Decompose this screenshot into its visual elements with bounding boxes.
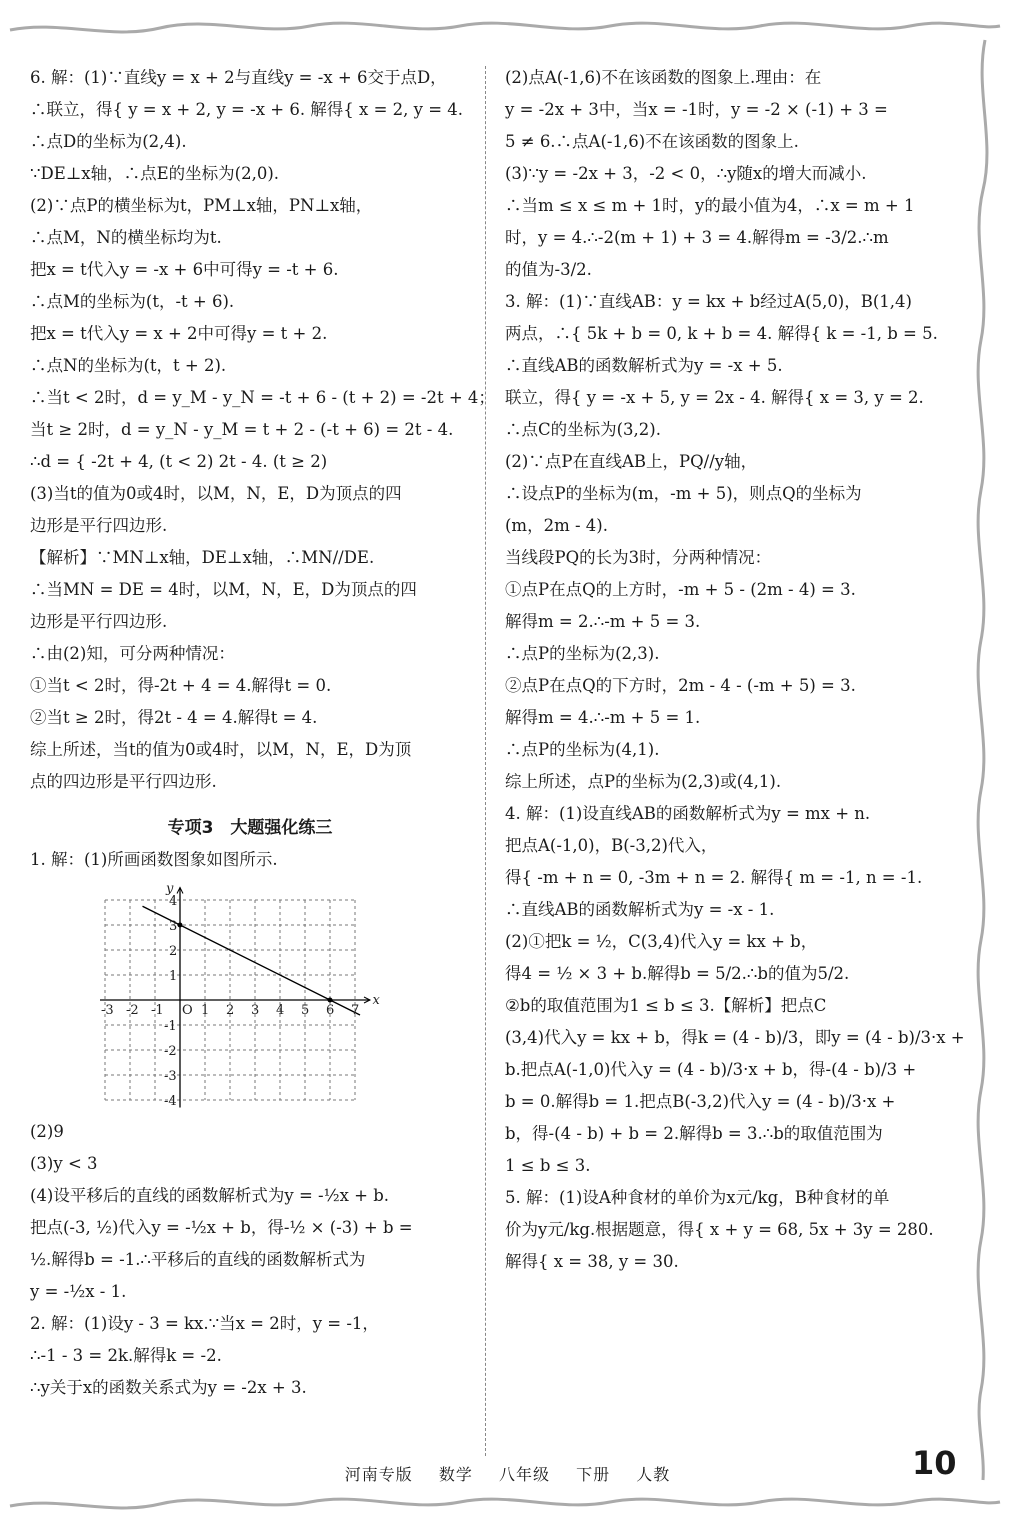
- left-column: [30, 62, 495, 1404]
- text-line: (2)点A(-1,6)不在该函数的图象上.理由：在: [505, 68, 822, 87]
- footer-volume: 下册: [576, 1465, 611, 1484]
- text-line: (3,4)代入y = kx + b，得k = (4 - b)/3，即y = (4 - b)/3·x +: [505, 1028, 965, 1047]
- text-line: ∴当m ≤ x ≤ m + 1时，y的最小值为4，∴x = m + 1: [505, 196, 915, 215]
- text-line: ①当t < 2时，得-2t + 4 = 4.解得t = 0.: [30, 676, 332, 695]
- y-tick-label: -3: [164, 1069, 177, 1084]
- y-intercept-point: [178, 923, 183, 928]
- text-line: 把点A(-1,0)，B(-3,2)代入，: [505, 836, 718, 855]
- y-tick-label: -1: [164, 1019, 177, 1034]
- text-line: 边形是平行四边形.: [30, 612, 168, 631]
- x-tick-label: 1: [201, 1003, 210, 1018]
- text-line: (3)y < 3: [30, 1154, 98, 1173]
- text-line: ∴联立，得{ y = x + 2, y = -x + 6. 解得{ x = 2, y = 4.: [30, 100, 464, 119]
- text-line: 3. 解：(1)∵直线AB：y = kx + b经过A(5,0)，B(1,4): [505, 292, 912, 311]
- footer-publisher: 人教: [636, 1465, 671, 1484]
- text-line: 边形是平行四边形.: [30, 516, 168, 535]
- x-tick-label: 5: [301, 1003, 310, 1018]
- footer: [0, 1462, 1015, 1485]
- text-line: (2)9: [30, 1122, 64, 1141]
- text-line: 2. 解：(1)设y - 3 = kx.∵当x = 2时，y = -1，: [30, 1314, 379, 1333]
- text-line: ∴点M的坐标为(t，-t + 6).: [30, 292, 235, 311]
- text-line: ∴点M，N的横坐标均为t.: [30, 228, 222, 247]
- text-line: 当t ≥ 2时，d = y_N - y_M = t + 2 - (-t + 6) = 2t - 4.: [30, 420, 454, 439]
- text-line: ∴点N的坐标为(t，t + 2).: [30, 356, 227, 375]
- text-line: ½.解得b = -1.∴平移后的直线的函数解析式为: [30, 1250, 366, 1269]
- text-line: 6. 解：(1)∵直线y = x + 2与直线y = -x + 6交于点D，: [30, 68, 447, 87]
- text-line: 综上所述，点P的坐标为(2,3)或(4,1).: [505, 772, 782, 791]
- text-line: (2)∵点P在直线AB上，PQ//y轴，: [505, 452, 758, 471]
- footer-grade: 八年级: [498, 1465, 550, 1484]
- text-line: (2)∵点P的横坐标为t，PM⊥x轴，PN⊥x轴，: [30, 196, 373, 215]
- y-tick-label: -2: [164, 1044, 177, 1059]
- text-line: 【解析】∵MN⊥x轴，DE⊥x轴，∴MN//DE.: [30, 548, 375, 567]
- y-tick-label: -4: [164, 1094, 177, 1109]
- function-graph: [100, 882, 400, 1112]
- text-line: ∴直线AB的函数解析式为y = -x + 5.: [505, 356, 783, 375]
- q1-solution-lines: [30, 1116, 470, 1308]
- x-axis-label: x: [372, 993, 380, 1008]
- text-line: ∴点P的坐标为(4,1).: [505, 740, 660, 759]
- x-tick-label: 7: [351, 1003, 360, 1018]
- q2-solution-lines: [30, 1308, 470, 1404]
- text-line: ∴由(2)知，可分两种情况：: [30, 644, 235, 663]
- text-line: ∴d = { -2t + 4, (t < 2) 2t - 4. (t ≥ 2): [30, 452, 328, 471]
- x-tick-label: O: [182, 1003, 193, 1018]
- text-line: 当线段PQ的长为3时，分两种情况：: [505, 548, 772, 567]
- footer-subject: 数学: [438, 1465, 473, 1484]
- text-line: ①点P在点Q的上方时，-m + 5 - (2m - 4) = 3.: [505, 580, 856, 599]
- text-line: y = -2x + 3中，当x = -1时，y = -2 × (-1) + 3 =: [505, 100, 888, 119]
- text-line: (m，2m - 4).: [505, 516, 608, 535]
- text-line: ∴当MN = DE = 4时，以M，N，E，D为顶点的四: [30, 580, 417, 599]
- text-line: 点的四边形是平行四边形.: [30, 772, 217, 791]
- text-line: ②b的取值范围为1 ≤ b ≤ 3.【解析】把点C: [505, 996, 827, 1015]
- text-line: 的值为-3/2.: [505, 260, 592, 279]
- text-line: (4)设平移后的直线的函数解析式为y = -½x + b.: [30, 1186, 390, 1205]
- footer-edition: 河南专版: [344, 1465, 413, 1484]
- text-line: 解得{ x = 38, y = 30.: [505, 1252, 679, 1271]
- text-line: ②点P在点Q的下方时，2m - 4 - (-m + 5) = 3.: [505, 676, 856, 695]
- y-axis-label: y: [166, 882, 174, 897]
- y-tick-label: 2: [169, 944, 178, 959]
- text-line: (3)当t的值为0或4时，以M，N，E，D为顶点的四: [30, 484, 402, 503]
- text-line: (2)①把k = ½，C(3,4)代入y = kx + b，: [505, 932, 818, 951]
- text-line: 时，y = 4.∴-2(m + 1) + 3 = 4.解得m = -3/2.∴m: [505, 228, 889, 247]
- text-line: b.把点A(-1,0)代入y = (4 - b)/3·x + b，得-(4 - b)/3 +: [505, 1060, 917, 1079]
- q1-intro: 1. 解：(1)所画函数图象如图所示.: [30, 850, 278, 869]
- text-line: ∴设点P的坐标为(m，-m + 5)，则点Q的坐标为: [505, 484, 862, 503]
- text-line: 1 ≤ b ≤ 3.: [505, 1156, 591, 1175]
- text-line: ∴点P的坐标为(2,3).: [505, 644, 660, 663]
- y-tick-label: 1: [169, 969, 178, 984]
- text-line: (3)∵y = -2x + 3，-2 < 0，∴y随x的增大而减小.: [505, 164, 867, 183]
- text-line: 5. 解：(1)设A种食材的单价为x元/kg，B种食材的单: [505, 1188, 890, 1207]
- text-line: 联立，得{ y = -x + 5, y = 2x - 4. 解得{ x = 3, y = 2.: [505, 388, 924, 407]
- text-line: ∴点D的坐标为(2,4).: [30, 132, 187, 151]
- x-tick-label: 2: [226, 1003, 235, 1018]
- text-line: 解得m = 2.∴-m + 5 = 3.: [505, 612, 701, 631]
- right-solution-lines: [505, 62, 965, 1278]
- text-line: b，得-(4 - b) + b = 2.解得b = 3.∴b的取值范围为: [505, 1124, 883, 1143]
- text-line: 把点(-3, ½)代入y = -½x + b，得-½ × (-3) + b =: [30, 1218, 413, 1237]
- text-line: ∴直线AB的函数解析式为y = -x - 1.: [505, 900, 775, 919]
- text-line: 5 ≠ 6.∴点A(-1,6)不在该函数的图象上.: [505, 132, 799, 151]
- text-line: 4. 解：(1)设直线AB的函数解析式为y = mx + n.: [505, 804, 871, 823]
- text-line: 解得m = 4.∴-m + 5 = 1.: [505, 708, 701, 727]
- page-number: 10: [912, 1444, 957, 1482]
- x-tick-label: 6: [326, 1003, 335, 1018]
- text-line: ∵DE⊥x轴，∴点E的坐标为(2,0).: [30, 164, 279, 183]
- text-line: 把x = t代入y = x + 2中可得y = t + 2.: [30, 324, 328, 343]
- section-title: 专项3 大题强化练三: [167, 818, 333, 838]
- text-line: 得4 = ½ × 3 + b.解得b = 5/2.∴b的值为5/2.: [505, 964, 850, 983]
- text-line: ∴当t < 2时，d = y_M - y_N = -t + 6 - (t + 2) = -2t + 4；: [30, 388, 495, 407]
- x-tick-label: -3: [101, 1003, 114, 1018]
- text-line: b = 0.解得b = 1.把点B(-3,2)代入y = (4 - b)/3·x +: [505, 1092, 896, 1111]
- x-tick-label: -1: [151, 1003, 164, 1018]
- column-divider: [485, 66, 486, 1456]
- text-line: 把x = t代入y = -x + 6中可得y = -t + 6.: [30, 260, 339, 279]
- y-tick-label: 4: [169, 894, 178, 909]
- x-tick-label: 3: [251, 1003, 260, 1018]
- text-line: 价为y元/kg.根据题意，得{ x + y = 68, 5x + 3y = 280.: [505, 1220, 934, 1239]
- y-tick-label: 3: [169, 919, 178, 934]
- text-line: ∴-1 - 3 = 2k.解得k = -2.: [30, 1346, 222, 1365]
- text-line: ∴y关于x的函数关系式为y = -2x + 3.: [30, 1378, 307, 1397]
- text-line: y = -½x - 1.: [30, 1282, 127, 1301]
- text-line: 两点，∴{ 5k + b = 0, k + b = 4. 解得{ k = -1, b = 5.: [505, 324, 938, 343]
- x-tick-label: -2: [126, 1003, 139, 1018]
- right-column: [505, 62, 965, 1278]
- text-line: ∴点C的坐标为(3,2).: [505, 420, 661, 439]
- text-line: ②当t ≥ 2时，得2t - 4 = 4.解得t = 4.: [30, 708, 318, 727]
- text-line: 得{ -m + n = 0, -3m + n = 2. 解得{ m = -1, n = -1.: [505, 868, 923, 887]
- left-solution-lines: [30, 62, 495, 798]
- x-intercept-point: [328, 998, 333, 1003]
- text-line: 综上所述，当t的值为0或4时，以M，N，E，D为顶: [30, 740, 412, 759]
- x-tick-label: 4: [276, 1003, 285, 1018]
